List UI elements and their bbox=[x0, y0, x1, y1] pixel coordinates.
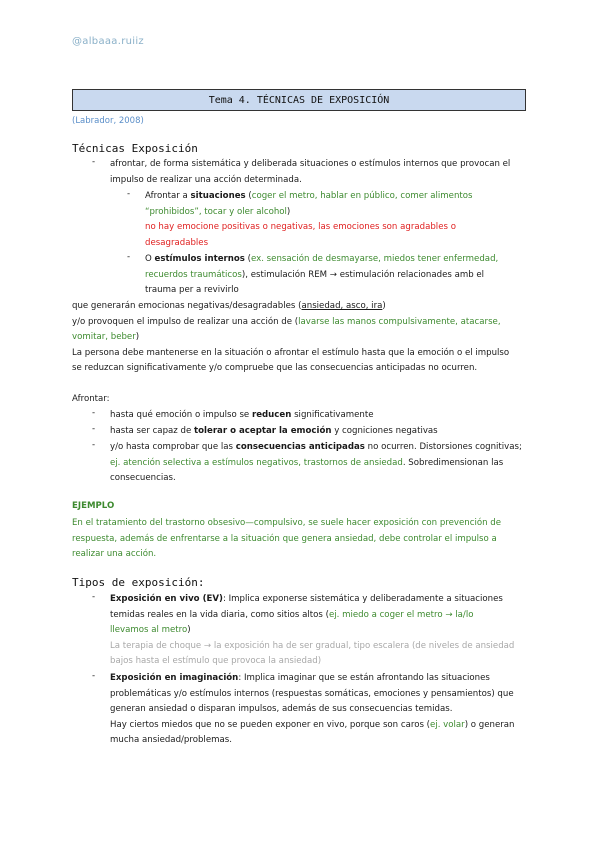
text-bold: tolerar o aceptar la emoción bbox=[194, 426, 332, 436]
text-red: desagradables bbox=[145, 237, 209, 248]
text-green: lavarse las manos compulsivamente, atacarse, bbox=[298, 316, 501, 327]
text-line: respuesta, además de enfrentarse a la situación que genera ansiedad, debe controlar el impulso a bbox=[72, 533, 497, 544]
afrontar-label: Afrontar: bbox=[72, 394, 110, 404]
example-text bbox=[72, 516, 542, 563]
text-red: no hay emocione positivas o negativas, las emociones son agradables o bbox=[145, 222, 456, 232]
tipo-en-vivo bbox=[110, 592, 540, 670]
dash-bullet: - bbox=[92, 157, 96, 167]
author-handle: @albaaa.ruiiz bbox=[72, 36, 144, 47]
text-line: afrontar, de forma sistemática y deliberada situaciones o estímulos internos que provocan el bbox=[110, 159, 511, 169]
text-green: recuerdos traumáticos bbox=[145, 269, 242, 280]
text-bold: Exposición en vivo (EV) bbox=[110, 594, 223, 604]
subitem-situaciones bbox=[145, 189, 545, 251]
text-bold: consecuencias anticipadas bbox=[235, 442, 365, 452]
text-line: consecuencias. bbox=[110, 473, 176, 483]
dash-bullet: - bbox=[92, 671, 96, 681]
text: significativamente bbox=[291, 410, 374, 420]
text: ) bbox=[382, 301, 386, 311]
item-afrontar-def bbox=[110, 157, 550, 188]
text: ( bbox=[245, 191, 252, 201]
dash-bullet: - bbox=[127, 252, 131, 262]
title-text: Tema 4. TÉCNICAS DE EXPOSICIÓN bbox=[208, 94, 390, 106]
dash-bullet: - bbox=[92, 408, 96, 418]
afrontar-item-2 bbox=[110, 424, 550, 440]
text-line: La persona debe mantenerse en la situación o afrontar el estímulo hasta que la emoción o el impulso bbox=[72, 347, 510, 358]
text-green: “prohibidos”, tocar y oler alcohol bbox=[145, 206, 287, 217]
text: ) bbox=[135, 332, 140, 342]
text: . Sobredimensionan las bbox=[402, 457, 504, 468]
example-heading: EJEMPLO bbox=[72, 501, 115, 511]
text: : Implica imaginar que se están afrontando las situaciones bbox=[238, 673, 490, 683]
text-bold: estímulos internos bbox=[154, 254, 245, 264]
text: : Implica exponerse sistemática y deliberadamente a situaciones bbox=[222, 594, 503, 604]
text: no ocurren. Distorsiones cognitivas; bbox=[364, 442, 522, 452]
text-green: ej. miedo a coger el metro → la/lo bbox=[328, 609, 474, 620]
text-bold: situaciones bbox=[190, 191, 246, 201]
tipo-imaginacion bbox=[110, 671, 540, 749]
dash-bullet: - bbox=[92, 440, 96, 450]
text-gray: La terapia de choque → la exposición ha de ser gradual, tipo escalera (de niveles de ansiedad bbox=[110, 640, 515, 651]
text: y/o hasta comprobar que las bbox=[110, 442, 236, 452]
text-underline: ansiedad, asco, ira bbox=[301, 301, 383, 311]
text: y/o provoquen el impulso de realizar una acción de ( bbox=[72, 316, 299, 327]
text-line: problemáticas y/o estímulos internos (respuestas somáticas, emociones y pensamientos) que bbox=[110, 688, 514, 699]
subitem-estimulos bbox=[145, 252, 545, 299]
text-bold: reducen bbox=[251, 410, 292, 420]
text-green: vomitar, beber bbox=[72, 332, 136, 342]
text-line: En el tratamiento del trastorno obsesivo—compulsivo, se suele hacer exposición con prevención de bbox=[72, 518, 502, 528]
paragraph-emociones bbox=[72, 299, 542, 377]
text-green: ex. sensación de desmayarse, miedos tener enfermedad, bbox=[251, 254, 499, 264]
section-heading-tipos: Tipos de exposición: bbox=[72, 576, 205, 589]
text: hasta qué emoción o impulso se bbox=[110, 410, 252, 420]
text-line: trauma per a revivirlo bbox=[145, 285, 239, 295]
text: O bbox=[145, 254, 155, 264]
page-title bbox=[72, 89, 526, 111]
text-line: impulso de realizar una acción determinada. bbox=[110, 174, 302, 185]
text-line: se reduzcan significativamente y/o compruebe que las consecuencias anticipadas no ocurren. bbox=[72, 363, 478, 373]
text: y cogniciones negativas bbox=[331, 426, 438, 436]
text: hasta ser capaz de bbox=[110, 426, 195, 436]
text: que generarán emocionas negativas/desagradables ( bbox=[72, 301, 302, 311]
text-bold: Exposición en imaginación bbox=[110, 673, 239, 683]
text: ) bbox=[187, 625, 191, 635]
text-green: ej. volar bbox=[430, 719, 465, 730]
text-line: generan ansiedad o disparan impulsos, además de sus consecuencias temidas. bbox=[110, 704, 453, 714]
text: Hay ciertos miedos que no se pueden exponer en vivo, porque son caros ( bbox=[110, 719, 431, 730]
text: ( bbox=[244, 254, 251, 264]
section-heading-tecnicas: Técnicas Exposición bbox=[72, 142, 198, 155]
text: ), estimulación REM → estimulación relacionades amb el bbox=[241, 269, 485, 280]
afrontar-item-3 bbox=[110, 440, 550, 487]
text-gray: bajos hasta el estímulo que provoca la ansiedad) bbox=[110, 656, 322, 666]
dash-bullet: - bbox=[127, 189, 131, 199]
text-green: llevamos al metro bbox=[110, 625, 188, 635]
text: Afrontar a bbox=[145, 191, 191, 201]
text: ) bbox=[286, 206, 291, 217]
text-line: mucha ansiedad/problemas. bbox=[110, 735, 232, 745]
afrontar-item-1 bbox=[110, 408, 550, 424]
text: ) o generan bbox=[464, 719, 515, 730]
text-green: ej. atención selectiva a estímulos negativos, trastornos de ansiedad bbox=[110, 457, 403, 468]
text: temidas reales en la vida diaria, como sitios altos ( bbox=[110, 609, 329, 620]
text-green: coger el metro, hablar en público, comer alimentos bbox=[251, 191, 473, 201]
dash-bullet: - bbox=[92, 424, 96, 434]
text-line: realizar una acción. bbox=[72, 549, 157, 559]
dash-bullet: - bbox=[92, 592, 96, 602]
reference: (Labrador, 2008) bbox=[72, 116, 144, 126]
